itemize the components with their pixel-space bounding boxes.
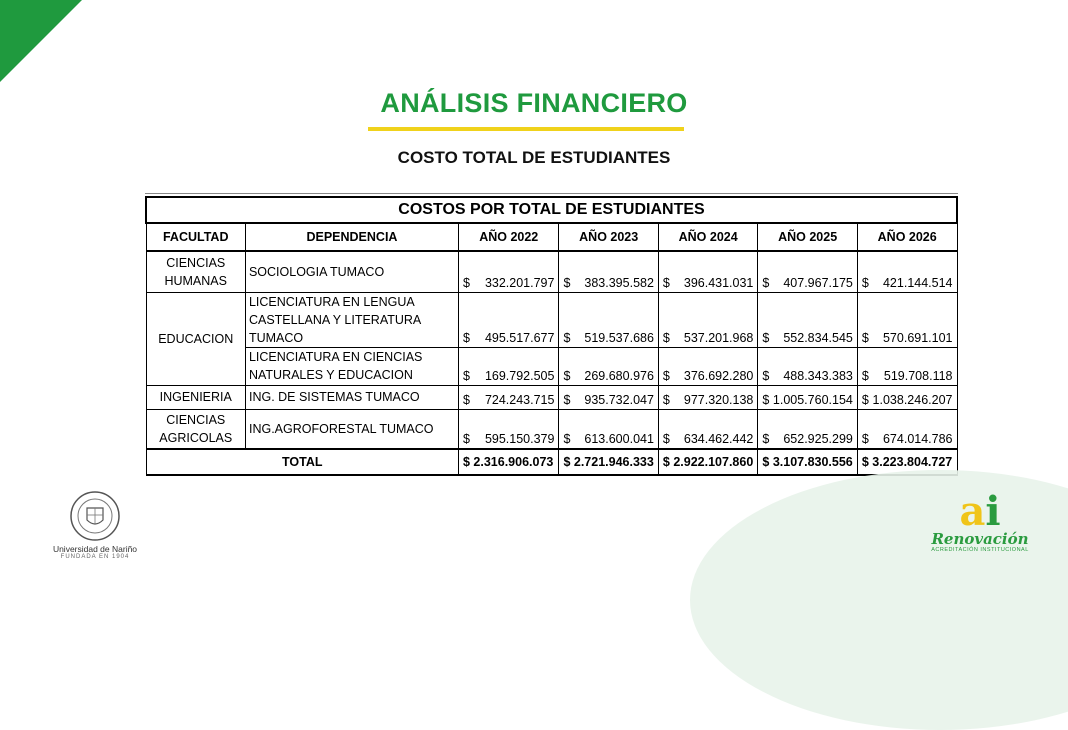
amount-value: 613.600.041	[584, 432, 654, 446]
amount-cell	[857, 292, 957, 347]
currency-sign: $	[762, 330, 770, 345]
amount-cell	[758, 385, 857, 409]
table-title: COSTOS POR TOTAL DE ESTUDIANTES	[146, 197, 957, 223]
currency-sign: $	[563, 368, 571, 383]
amount-cell	[658, 292, 757, 347]
total-value: $ 3.223.804.727	[857, 449, 957, 475]
amount-value: 332.201.797	[484, 275, 555, 290]
amount-value: 407.967.175	[783, 275, 853, 290]
accreditation-logo	[925, 488, 1035, 572]
dependency-cell: ING. DE SISTEMAS TUMACO	[245, 385, 458, 409]
amount-value: 1.005.760.154	[772, 392, 853, 407]
amount-value: 537.201.968	[683, 330, 754, 345]
university-name: Universidad de Nariño	[52, 544, 138, 554]
currency-sign: $	[563, 330, 571, 345]
currency-sign: $	[861, 275, 869, 290]
amount-cell	[658, 347, 757, 385]
currency-sign: $	[662, 392, 670, 407]
amount-value: 519.537.686	[584, 330, 654, 345]
currency-sign: $	[662, 368, 670, 383]
total-row	[146, 449, 957, 475]
amount-cell	[458, 385, 558, 409]
header-year: AÑO 2024	[658, 223, 757, 251]
amount-value: 652.925.299	[783, 432, 853, 446]
page-title: ANÁLISIS FINANCIERO	[380, 88, 688, 118]
accreditation-name: Renovación	[931, 530, 1029, 548]
table-row	[146, 409, 957, 449]
currency-sign: $	[762, 368, 770, 383]
costs-table	[145, 196, 958, 476]
amount-cell	[458, 292, 558, 347]
currency-sign: $	[462, 392, 470, 407]
header-dependency: DEPENDENCIA	[245, 223, 458, 251]
amount-value: 383.395.582	[584, 275, 654, 290]
amount-value: 421.144.514	[882, 275, 953, 290]
amount-cell	[658, 385, 757, 409]
amount-cell	[758, 292, 857, 347]
amount-value: 169.792.505	[484, 368, 555, 383]
total-value: $ 3.107.830.556	[758, 449, 857, 475]
table-row	[146, 251, 957, 292]
total-label: TOTAL	[146, 449, 458, 475]
amount-value: 519.708.118	[883, 368, 953, 383]
amount-cell	[458, 251, 558, 292]
accreditation-sub: ACREDITACIÓN INSTITUCIONAL	[931, 547, 1029, 553]
amount-value: 376.692.280	[683, 368, 754, 383]
amount-value: 977.320.138	[683, 392, 754, 407]
currency-sign: $	[762, 275, 770, 290]
header-year: AÑO 2023	[559, 223, 658, 251]
currency-sign: $	[861, 392, 869, 407]
amount-value: 552.834.545	[783, 330, 853, 345]
page-subtitle: COSTO TOTAL DE ESTUDIANTES	[397, 148, 671, 167]
amount-value: 935.732.047	[584, 392, 654, 407]
amount-cell	[758, 409, 857, 449]
university-founded: FUNDADA EN 1904	[60, 554, 130, 560]
university-seal-icon	[69, 490, 121, 542]
table-row	[146, 292, 957, 347]
total-value: $ 2.922.107.860	[658, 449, 757, 475]
amount-value: 396.431.031	[683, 275, 754, 290]
currency-sign: $	[462, 432, 470, 446]
total-value: $ 2.316.906.073	[458, 449, 558, 475]
currency-sign: $	[462, 275, 470, 290]
amount-cell	[458, 347, 558, 385]
currency-sign: $	[861, 368, 869, 383]
amount-cell	[758, 251, 857, 292]
currency-sign: $	[762, 432, 770, 446]
amount-cell	[857, 409, 957, 449]
dependency-cell: LICENCIATURA EN LENGUA CASTELLANA Y LITERATURA TUMACO	[245, 292, 458, 347]
currency-sign: $	[861, 330, 869, 345]
faculty-cell: CIENCIAS HUMANAS	[146, 251, 245, 292]
faculty-cell: INGENIERIA	[146, 385, 245, 409]
amount-cell	[857, 347, 957, 385]
dependency-cell: ING.AGROFORESTAL TUMACO	[245, 409, 458, 449]
ai-mark-icon: ai	[959, 488, 1001, 535]
amount-value: 269.680.976	[584, 368, 654, 383]
currency-sign: $	[662, 330, 670, 345]
amount-value: 724.243.715	[484, 392, 555, 407]
amount-cell	[559, 347, 658, 385]
currency-sign: $	[563, 392, 571, 407]
currency-sign: $	[563, 275, 571, 290]
title-underline	[368, 127, 684, 131]
amount-value: 634.462.442	[683, 432, 754, 446]
amount-value: 570.691.101	[882, 330, 953, 345]
faculty-cell: CIENCIAS AGRICOLAS	[146, 409, 245, 449]
currency-sign: $	[662, 432, 670, 446]
amount-value: 595.150.379	[484, 432, 555, 446]
amount-cell	[658, 251, 757, 292]
header-year: AÑO 2022	[458, 223, 558, 251]
table-top-rule	[145, 193, 958, 194]
header-year: AÑO 2026	[857, 223, 957, 251]
amount-cell	[559, 292, 658, 347]
dependency-cell: SOCIOLOGIA TUMACO	[245, 251, 458, 292]
dependency-cell: LICENCIATURA EN CIENCIAS NATURALES Y EDUCACION	[245, 347, 458, 385]
currency-sign: $	[762, 392, 770, 407]
amount-cell	[857, 251, 957, 292]
currency-sign: $	[662, 275, 670, 290]
amount-cell	[458, 409, 558, 449]
amount-value: 495.517.677	[484, 330, 555, 345]
amount-cell	[857, 385, 957, 409]
amount-cell	[559, 409, 658, 449]
university-logo	[40, 490, 150, 570]
corner-decoration	[0, 0, 82, 82]
table-row	[146, 347, 957, 385]
faculty-cell: EDUCACION	[146, 292, 245, 385]
amount-value: 674.014.786	[882, 432, 953, 446]
currency-sign: $	[462, 330, 470, 345]
amount-cell	[658, 409, 757, 449]
amount-value: 488.343.383	[783, 368, 853, 383]
header-faculty: FACULTAD	[146, 223, 245, 251]
amount-value: 1.038.246.207	[872, 392, 953, 407]
amount-cell	[559, 251, 658, 292]
header-year: AÑO 2025	[758, 223, 857, 251]
currency-sign: $	[861, 432, 869, 446]
total-value: $ 2.721.946.333	[559, 449, 658, 475]
amount-cell	[559, 385, 658, 409]
amount-cell	[758, 347, 857, 385]
currency-sign: $	[462, 368, 470, 383]
table-row	[146, 385, 957, 409]
currency-sign: $	[563, 432, 571, 446]
